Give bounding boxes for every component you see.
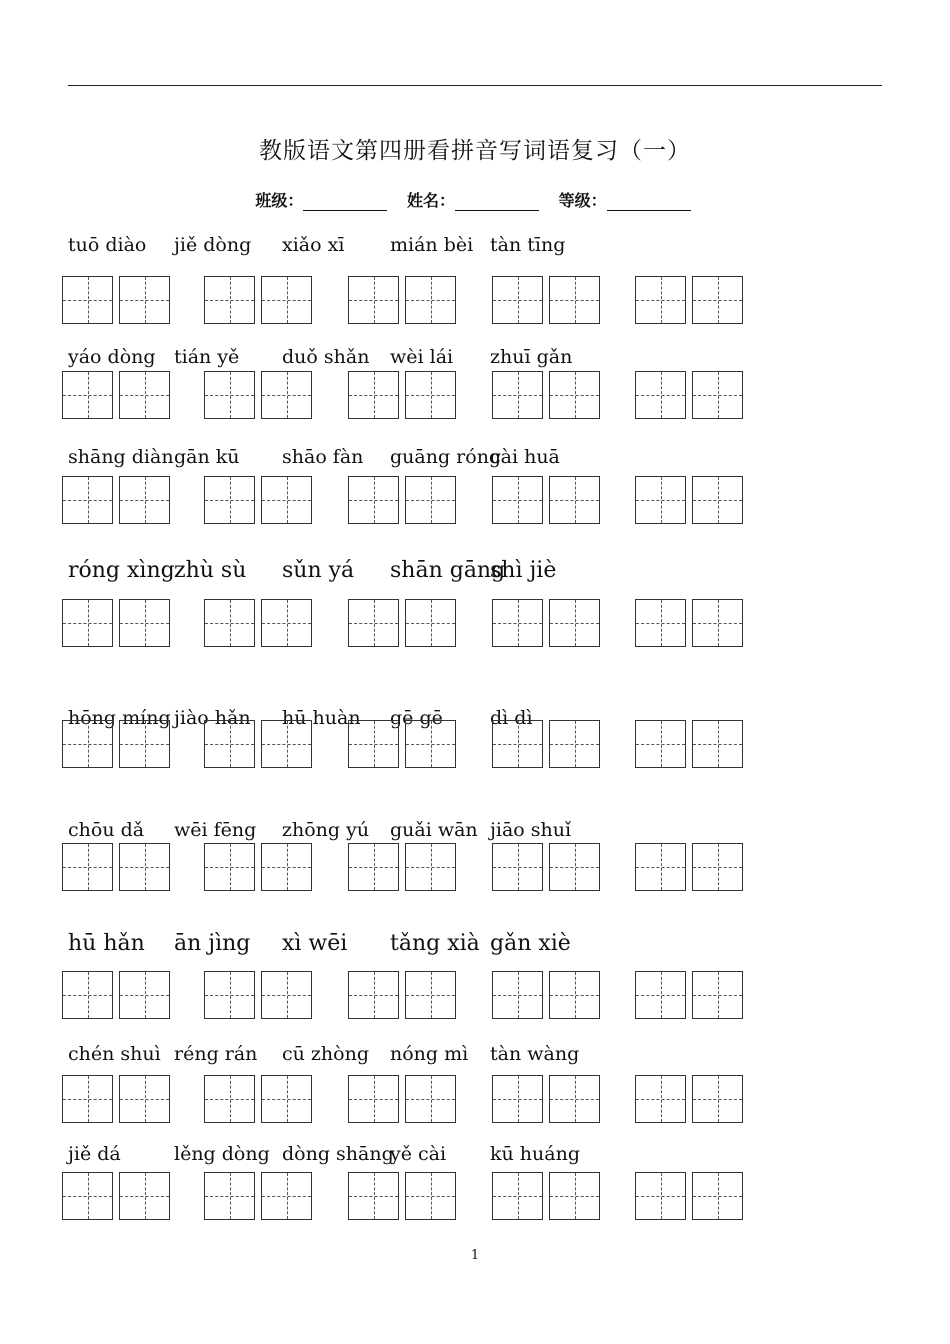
tianzi-writing-cell[interactable]	[692, 599, 743, 647]
tianzi-writing-cell[interactable]	[62, 276, 113, 324]
writing-box-row	[62, 843, 762, 894]
writing-box-row	[62, 276, 762, 327]
page-title: 教版语文第四册看拼音写词语复习（一）	[259, 138, 691, 164]
tianzi-writing-cell[interactable]	[204, 276, 255, 324]
pinyin-word: chōu dǎ	[68, 819, 145, 841]
pinyin-word: lěng dòng	[174, 1143, 270, 1165]
pinyin-word: jiāo shuǐ	[490, 819, 572, 841]
name-label: 姓名：	[406, 191, 455, 210]
tianzi-writing-cell[interactable]	[261, 371, 312, 419]
grade-blank[interactable]	[607, 194, 691, 211]
student-info-line	[0, 188, 950, 211]
pinyin-word: cài huā	[490, 446, 560, 468]
tianzi-writing-cell[interactable]	[119, 476, 170, 524]
tianzi-writing-cell[interactable]	[261, 476, 312, 524]
tianzi-writing-cell[interactable]	[204, 476, 255, 524]
writing-box-row	[62, 371, 762, 422]
tianzi-writing-cell[interactable]	[119, 371, 170, 419]
pinyin-word: xì wēi	[282, 931, 348, 956]
pinyin-word: shān gāng	[390, 558, 506, 583]
tianzi-writing-cell[interactable]	[405, 371, 456, 419]
pinyin-word: shāng diàn	[68, 446, 174, 468]
tianzi-writing-cell[interactable]	[549, 276, 600, 324]
tianzi-writing-cell[interactable]	[492, 599, 543, 647]
tianzi-writing-cell[interactable]	[549, 1172, 600, 1220]
pinyin-word: tàn tīng	[490, 234, 566, 256]
pinyin-word: tàn wàng	[490, 1043, 580, 1065]
tianzi-writing-cell[interactable]	[635, 476, 686, 524]
tianzi-writing-cell[interactable]	[692, 971, 743, 1019]
tianzi-writing-cell[interactable]	[62, 843, 113, 891]
tianzi-writing-cell[interactable]	[261, 971, 312, 1019]
tianzi-writing-cell[interactable]	[62, 1075, 113, 1123]
pinyin-word: nóng mì	[390, 1043, 469, 1065]
tianzi-writing-cell[interactable]	[692, 476, 743, 524]
writing-box-row	[62, 599, 762, 650]
pinyin-word: wēi fēng	[174, 819, 257, 841]
tianzi-writing-cell[interactable]	[204, 720, 255, 768]
pinyin-word: kū huáng	[490, 1143, 580, 1165]
tianzi-writing-cell[interactable]	[692, 1075, 743, 1123]
tianzi-writing-cell[interactable]	[204, 599, 255, 647]
pinyin-word: hū hǎn	[68, 931, 145, 956]
pinyin-word: jiào hǎn	[174, 707, 251, 729]
pinyin-word: gān kū	[174, 446, 240, 468]
tianzi-writing-cell[interactable]	[261, 1075, 312, 1123]
tianzi-writing-cell[interactable]	[119, 843, 170, 891]
tianzi-writing-cell[interactable]	[692, 276, 743, 324]
tianzi-writing-cell[interactable]	[261, 1172, 312, 1220]
tianzi-writing-cell[interactable]	[492, 1075, 543, 1123]
pinyin-word: mián bèi	[390, 234, 474, 256]
tianzi-writing-cell[interactable]	[348, 371, 399, 419]
pinyin-word: sǔn yá	[282, 558, 355, 583]
tianzi-writing-cell[interactable]	[635, 1075, 686, 1123]
tianzi-writing-cell[interactable]	[119, 1075, 170, 1123]
class-blank[interactable]	[303, 194, 387, 211]
writing-box-row	[62, 1075, 762, 1126]
tianzi-writing-cell[interactable]	[492, 720, 543, 768]
tianzi-writing-cell[interactable]	[492, 1172, 543, 1220]
name-blank[interactable]	[455, 194, 539, 211]
pinyin-word: jiě dòng	[174, 234, 252, 256]
pinyin-word: dòng shāng	[282, 1143, 394, 1165]
pinyin-word: chén shuì	[68, 1043, 161, 1065]
tianzi-writing-cell[interactable]	[261, 276, 312, 324]
tianzi-writing-cell[interactable]	[62, 599, 113, 647]
tianzi-writing-cell[interactable]	[692, 843, 743, 891]
tianzi-writing-cell[interactable]	[635, 1172, 686, 1220]
tianzi-writing-cell[interactable]	[549, 371, 600, 419]
pinyin-word: róng xìng	[68, 558, 175, 583]
tianzi-writing-cell[interactable]	[204, 371, 255, 419]
tianzi-writing-cell[interactable]	[348, 971, 399, 1019]
pinyin-word: gē gē	[390, 707, 443, 729]
pinyin-word: hōng míng	[68, 707, 171, 729]
tianzi-writing-cell[interactable]	[635, 276, 686, 324]
tianzi-writing-cell[interactable]	[348, 476, 399, 524]
header-rule	[68, 85, 882, 86]
pinyin-word: ān jìng	[174, 931, 251, 956]
pinyin-word: dì dì	[490, 707, 533, 729]
tianzi-writing-cell[interactable]	[62, 371, 113, 419]
tianzi-writing-cell[interactable]	[405, 720, 456, 768]
tianzi-writing-cell[interactable]	[261, 599, 312, 647]
tianzi-writing-cell[interactable]	[492, 843, 543, 891]
pinyin-word: duǒ shǎn	[282, 346, 370, 368]
pinyin-word: wèi lái	[390, 346, 454, 368]
pinyin-word: shāo fàn	[282, 446, 364, 468]
tianzi-writing-cell[interactable]	[635, 371, 686, 419]
pinyin-word: cū zhòng	[282, 1043, 370, 1065]
tianzi-writing-cell[interactable]	[348, 720, 399, 768]
page-number: 1	[470, 1248, 480, 1263]
tianzi-writing-cell[interactable]	[261, 843, 312, 891]
tianzi-writing-cell[interactable]	[204, 1075, 255, 1123]
tianzi-writing-cell[interactable]	[62, 476, 113, 524]
pinyin-word: guǎi wān	[390, 819, 478, 841]
writing-box-row	[62, 971, 762, 1022]
tianzi-writing-cell[interactable]	[62, 971, 113, 1019]
tianzi-writing-cell[interactable]	[405, 843, 456, 891]
tianzi-writing-cell[interactable]	[348, 276, 399, 324]
class-label: 班级：	[255, 191, 304, 210]
tianzi-writing-cell[interactable]	[549, 971, 600, 1019]
tianzi-writing-cell[interactable]	[348, 599, 399, 647]
tianzi-writing-cell[interactable]	[62, 1172, 113, 1220]
tianzi-writing-cell[interactable]	[635, 843, 686, 891]
pinyin-word: zhōng yú	[282, 819, 370, 841]
tianzi-writing-cell[interactable]	[119, 276, 170, 324]
tianzi-writing-cell[interactable]	[405, 599, 456, 647]
tianzi-writing-cell[interactable]	[692, 1172, 743, 1220]
tianzi-writing-cell[interactable]	[204, 971, 255, 1019]
pinyin-word: xiǎo xī	[282, 234, 345, 256]
tianzi-writing-cell[interactable]	[492, 476, 543, 524]
tianzi-writing-cell[interactable]	[119, 1172, 170, 1220]
grade-label: 等级：	[558, 191, 607, 210]
pinyin-word: tǎng xià	[390, 931, 480, 956]
tianzi-writing-cell[interactable]	[348, 1075, 399, 1123]
writing-box-row	[62, 476, 762, 527]
pinyin-word: shì jiè	[490, 558, 557, 583]
tianzi-writing-cell[interactable]	[119, 599, 170, 647]
tianzi-writing-cell[interactable]	[405, 1172, 456, 1220]
pinyin-word: jiě dá	[68, 1143, 121, 1165]
tianzi-writing-cell[interactable]	[62, 720, 113, 768]
pinyin-word: yáo dòng	[68, 346, 156, 368]
pinyin-word: tuō diào	[68, 234, 147, 256]
tianzi-writing-cell[interactable]	[405, 971, 456, 1019]
pinyin-word: gǎn xiè	[490, 931, 571, 956]
tianzi-writing-cell[interactable]	[204, 1172, 255, 1220]
tianzi-writing-cell[interactable]	[119, 971, 170, 1019]
tianzi-writing-cell[interactable]	[635, 971, 686, 1019]
tianzi-writing-cell[interactable]	[692, 720, 743, 768]
tianzi-writing-cell[interactable]	[405, 276, 456, 324]
pinyin-word: zhuī gǎn	[490, 346, 573, 368]
pinyin-word: zhù sù	[174, 558, 247, 583]
pinyin-word: réng rán	[174, 1043, 258, 1065]
tianzi-writing-cell[interactable]	[692, 371, 743, 419]
pinyin-word: hū huàn	[282, 707, 361, 729]
tianzi-writing-cell[interactable]	[549, 1075, 600, 1123]
tianzi-writing-cell[interactable]	[635, 720, 686, 768]
tianzi-writing-cell[interactable]	[549, 720, 600, 768]
tianzi-writing-cell[interactable]	[549, 843, 600, 891]
tianzi-writing-cell[interactable]	[348, 843, 399, 891]
writing-box-row	[62, 720, 762, 771]
tianzi-writing-cell[interactable]	[348, 1172, 399, 1220]
pinyin-word: tián yě	[174, 346, 240, 368]
pinyin-word: yě cài	[390, 1143, 447, 1165]
tianzi-writing-cell[interactable]	[549, 599, 600, 647]
tianzi-writing-cell[interactable]	[261, 720, 312, 768]
tianzi-writing-cell[interactable]	[204, 843, 255, 891]
tianzi-writing-cell[interactable]	[492, 371, 543, 419]
tianzi-writing-cell[interactable]	[405, 476, 456, 524]
tianzi-writing-cell[interactable]	[119, 720, 170, 768]
tianzi-writing-cell[interactable]	[635, 599, 686, 647]
tianzi-writing-cell[interactable]	[492, 276, 543, 324]
pinyin-word: guāng róng	[390, 446, 502, 468]
writing-box-row	[62, 1172, 762, 1223]
tianzi-writing-cell[interactable]	[405, 1075, 456, 1123]
tianzi-writing-cell[interactable]	[549, 476, 600, 524]
tianzi-writing-cell[interactable]	[492, 971, 543, 1019]
